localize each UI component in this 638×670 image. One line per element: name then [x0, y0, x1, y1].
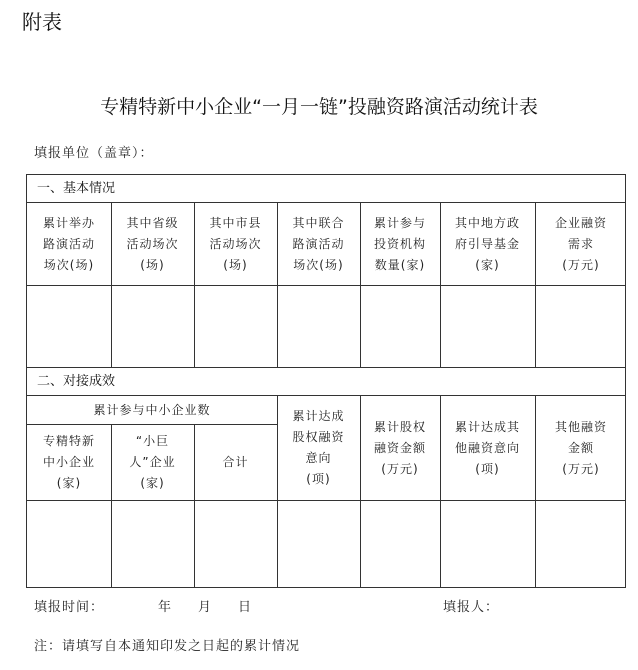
day-label: 日: [238, 600, 253, 615]
column-header-specialized-smes: 专精特新 中小企业 (家): [42, 433, 95, 490]
column-header-equity-amount: 累计股权 融资金额 (万元): [373, 419, 426, 476]
column-header-joint-roadshows: 其中联合 路演活动 场次(场): [292, 215, 345, 272]
column-header-equity-intentions: 累计达成 股权融资 意向 (项): [292, 409, 345, 486]
results-heading: 二、对接成效: [27, 368, 625, 396]
basic-info-heading: 一、基本情况: [27, 175, 625, 203]
basic-info-section: [26, 174, 626, 368]
column-header-little-giant-firms: “小巨 人”企业 (家): [129, 433, 176, 490]
results-section: [26, 368, 626, 588]
column-header-total-roadshows: 累计举办 路演活动 场次(场): [42, 215, 95, 272]
group-header-participating-smes: 累计参与中小企业数: [93, 402, 211, 417]
column-header-other-intentions: 累计达成其 他融资意向 (项): [454, 419, 520, 476]
page-title: 专精特新中小企业“一月一链”投融资路演活动统计表: [100, 96, 538, 118]
column-header-city-county-events: 其中市县 活动场次 (场): [209, 215, 262, 272]
footnote: 注：请填写自本通知印发之日起的累计情况: [34, 639, 301, 654]
column-header-government-funds: 其中地方政 府引导基金 (家): [454, 215, 520, 272]
column-header-total: 合计: [222, 454, 249, 469]
fill-time-label: 填报时间：: [34, 600, 105, 615]
month-label: 月: [198, 600, 213, 615]
attachment-label: 附表: [22, 10, 62, 34]
year-label: 年: [158, 600, 173, 615]
column-header-provincial-events: 其中省级 活动场次 (场): [126, 215, 179, 272]
reporter-label: 填报人：: [443, 600, 500, 615]
reporting-unit-label: 填报单位（盖章）：: [34, 146, 154, 161]
column-header-other-amount: 其他融资 金额 (万元): [554, 419, 607, 476]
column-header-financing-demand: 企业融资 需求 (万元): [554, 215, 607, 272]
column-header-investment-institutions: 累计参与 投资机构 数量(家): [373, 215, 426, 272]
